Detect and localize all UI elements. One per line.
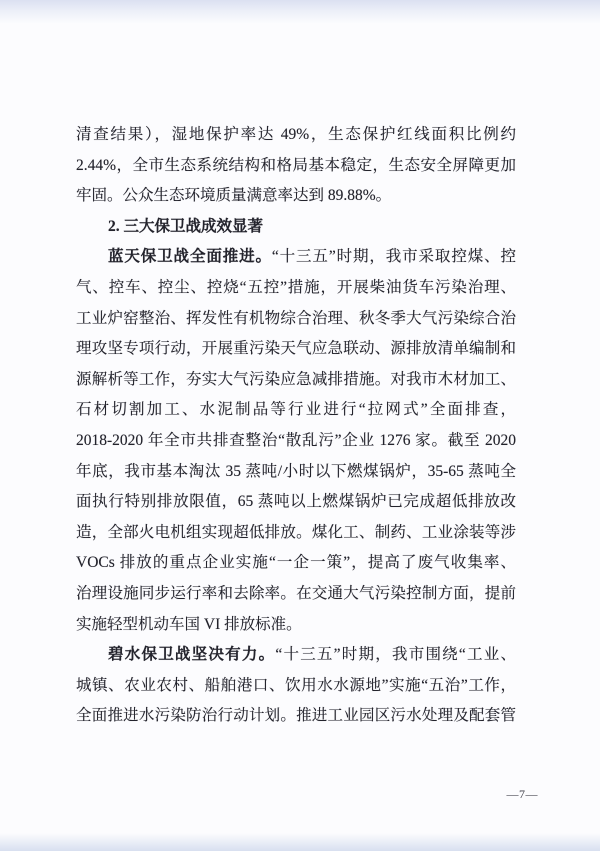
text-line: [76, 457, 516, 488]
text-segment: 年底，我市基本淘汰 35 蒸吨/小时以下燃煤锅炉，35-65 蒸吨全: [76, 462, 516, 480]
text-line: [76, 365, 516, 396]
text-line: [76, 181, 516, 212]
text-line: [76, 120, 516, 151]
text-line: [76, 671, 516, 702]
bold-text: 碧水保卫战坚决有力。: [108, 646, 276, 664]
text-segment: 面执行特别排放限值，65 蒸吨以上燃煤锅炉已完成超低排放改: [76, 493, 516, 511]
text-line: [76, 579, 516, 610]
bold-text: 蓝天保卫战全面推进。: [108, 248, 272, 266]
text-segment: 2018-2020 年全市共排查整治“散乱污”企业 1276 家。截至 2020: [76, 431, 516, 449]
text-line: [76, 151, 516, 182]
text-segment: 造，全部火电机组实现超低排放。煤化工、制药、工业涂装等涉: [76, 523, 516, 541]
text-line: [76, 304, 516, 335]
text-segment: 治理设施同步运行率和去除率。在交通大气污染控制方面，提前: [76, 584, 516, 602]
bold-text: 2. 三大保卫战成效显著: [108, 217, 264, 235]
text-segment: 气、控车、控尘、控烧“五控”措施，开展柴油货车污染治理、: [76, 278, 516, 296]
text-line: [76, 548, 516, 579]
text-segment: 源解析等工作，夯实大气污染应急减排措施。对我市木材加工、: [76, 370, 516, 388]
text-segment: “十三五”时期，我市围绕“工业、: [275, 646, 516, 664]
text-line: [76, 395, 516, 426]
document-body: [76, 120, 516, 732]
text-line: [76, 487, 516, 518]
text-line: [76, 610, 516, 641]
text-segment: 牢固。公众生态环境质量满意率达到 89.88%。: [76, 187, 392, 205]
text-segment: 工业炉窑整治、挥发性有机物综合治理、秋冬季大气污染综合治: [76, 309, 516, 327]
text-segment: 2.44%，全市生态系统结构和格局基本稳定，生态安全屏障更加: [76, 156, 516, 174]
text-segment: “十三五”时期，我市采取控煤、控: [271, 248, 516, 266]
scan-bottom-shade: [0, 833, 600, 851]
text-segment: 理攻坚专项行动，开展重污染天气应急联动、源排放清单编制和: [76, 340, 516, 358]
text-segment: 全面推进水污染防治行动计划。推进工业园区污水处理及配套管: [76, 707, 516, 725]
text-line: [76, 640, 516, 671]
section-heading: [76, 212, 516, 243]
text-line: [76, 426, 516, 457]
text-line: [76, 273, 516, 304]
text-line: [76, 701, 516, 732]
text-segment: 清查结果），湿地保护率达 49%，生态保护红线面积比例约: [76, 126, 516, 143]
text-segment: VOCs 排放的重点企业实施“一企一策”，提高了废气收集率、: [76, 554, 516, 572]
text-line: [76, 242, 516, 273]
text-line: [76, 518, 516, 549]
scan-top-shade: [0, 0, 600, 24]
page-number: —7—: [506, 787, 538, 801]
text-segment: 城镇、农业农村、船舶港口、饮用水水源地”实施“五治”工作，: [76, 676, 516, 694]
text-segment: 石材切割加工、水泥制品等行业进行“拉网式”全面排查，: [76, 401, 516, 419]
text-segment: 实施轻型机动车国 VI 排放标准。: [76, 615, 302, 633]
text-line: [76, 334, 516, 365]
